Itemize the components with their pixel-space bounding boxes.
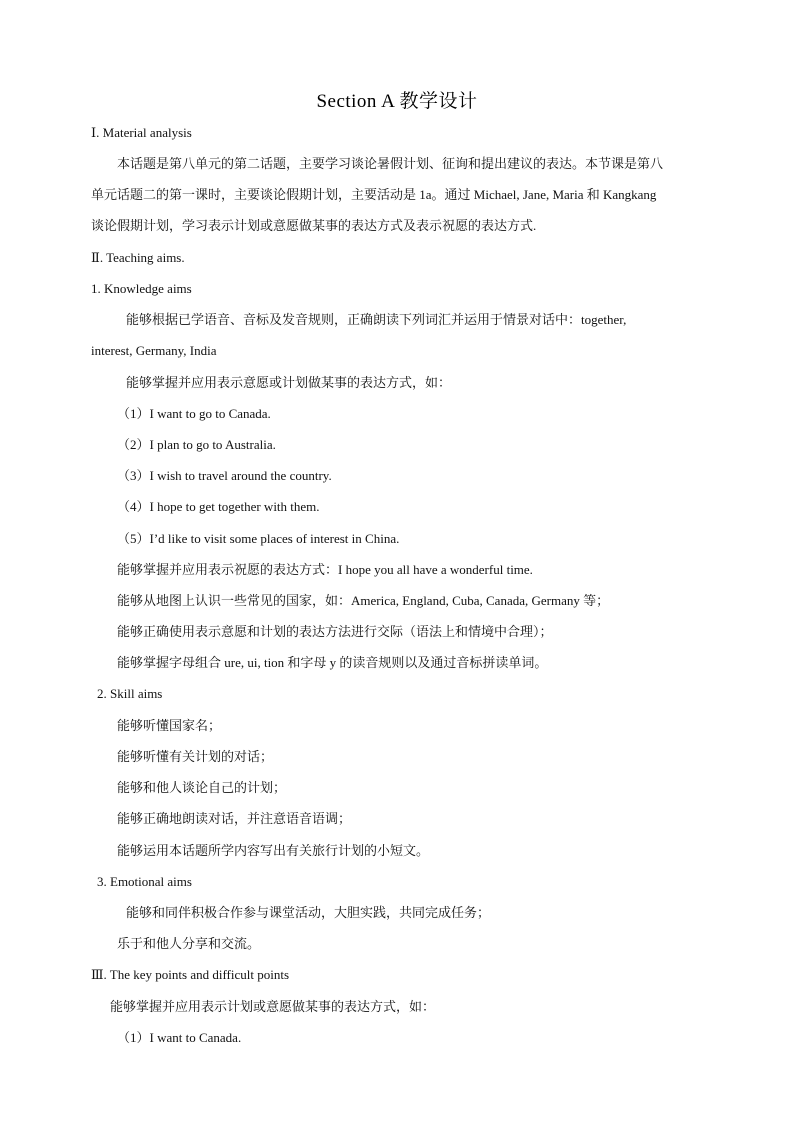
example-item: （4）I hope to get together with them. (117, 499, 320, 514)
emotional-aims-heading: 3. Emotional aims (97, 874, 192, 889)
key-points-intro: 能够掌握并应用表示计划或意愿做某事的表达方式，如： (110, 999, 436, 1014)
material-analysis-line-1: 本话题是第八单元的第二话题，主要学习谈论暑假计划、征询和提出建议的表达。本节课是第八 (117, 156, 664, 171)
example-item: （5）I’d like to visit some places of interest in China. (117, 531, 400, 546)
section-3-heading: Ⅲ. The key points and difficult points (91, 967, 290, 982)
emotional-item: 能够和同伴积极合作参与课堂活动，大胆实践，共同完成任务； (126, 905, 491, 920)
knowledge-item: 能够正确使用表示意愿和计划的表达方法进行交际（语法上和情境中合理）； (117, 624, 553, 639)
skill-item: 能够听懂国家名； (117, 718, 222, 733)
skill-item: 能够和他人谈论自己的计划； (117, 780, 287, 795)
emotional-item: 乐于和他人分享和交流。 (117, 936, 261, 951)
key-points-example: （1）I want to Canada. (117, 1030, 242, 1045)
knowledge-item: 能够掌握字母组合 ure, ui, tion 和字母 y 的读音规则以及通过音标拼读单词。 (117, 655, 548, 670)
document-title: Section A 教学设计 (316, 91, 478, 112)
section-1-heading: Ⅰ. Material analysis (91, 125, 192, 140)
material-analysis-line-2: 单元话题二的第一课时，主要谈论假期计划，主要活动是 1a。通过 Michael, Jane, Maria 和 Kangkang (91, 187, 657, 202)
example-item: （3）I wish to travel around the country. (117, 468, 332, 483)
knowledge-intro: 能够掌握并应用表示意愿或计划做某事的表达方式，如： (126, 375, 452, 390)
knowledge-item: 能够掌握并应用表示祝愿的表达方式：I hope you all have a wonderful time. (117, 562, 533, 577)
knowledge-vocab-line-1: 能够根据已学语音、音标及发音规则，正确朗读下列词汇并运用于情景对话中：together, (126, 312, 627, 327)
skill-aims-heading: 2. Skill aims (97, 686, 163, 701)
example-item: （1）I want to go to Canada. (117, 406, 271, 421)
material-analysis-line-3: 谈论假期计划，学习表示计划或意愿做某事的表达方式及表示祝愿的表达方式. (91, 218, 537, 233)
knowledge-vocab-line-2: interest, Germany, India (91, 343, 217, 358)
skill-item: 能够正确地朗读对话，并注意语音语调； (117, 811, 352, 826)
knowledge-aims-heading: 1. Knowledge aims (91, 281, 192, 296)
skill-item: 能够听懂有关计划的对话； (117, 749, 274, 764)
knowledge-item: 能够从地图上认识一些常见的国家，如：America, England, Cuba, Canada, Germany 等； (117, 593, 610, 608)
skill-item: 能够运用本话题所学内容写出有关旅行计划的小短文。 (117, 843, 430, 858)
section-2-heading: Ⅱ. Teaching aims. (91, 250, 185, 265)
example-item: （2）I plan to go to Australia. (117, 437, 276, 452)
